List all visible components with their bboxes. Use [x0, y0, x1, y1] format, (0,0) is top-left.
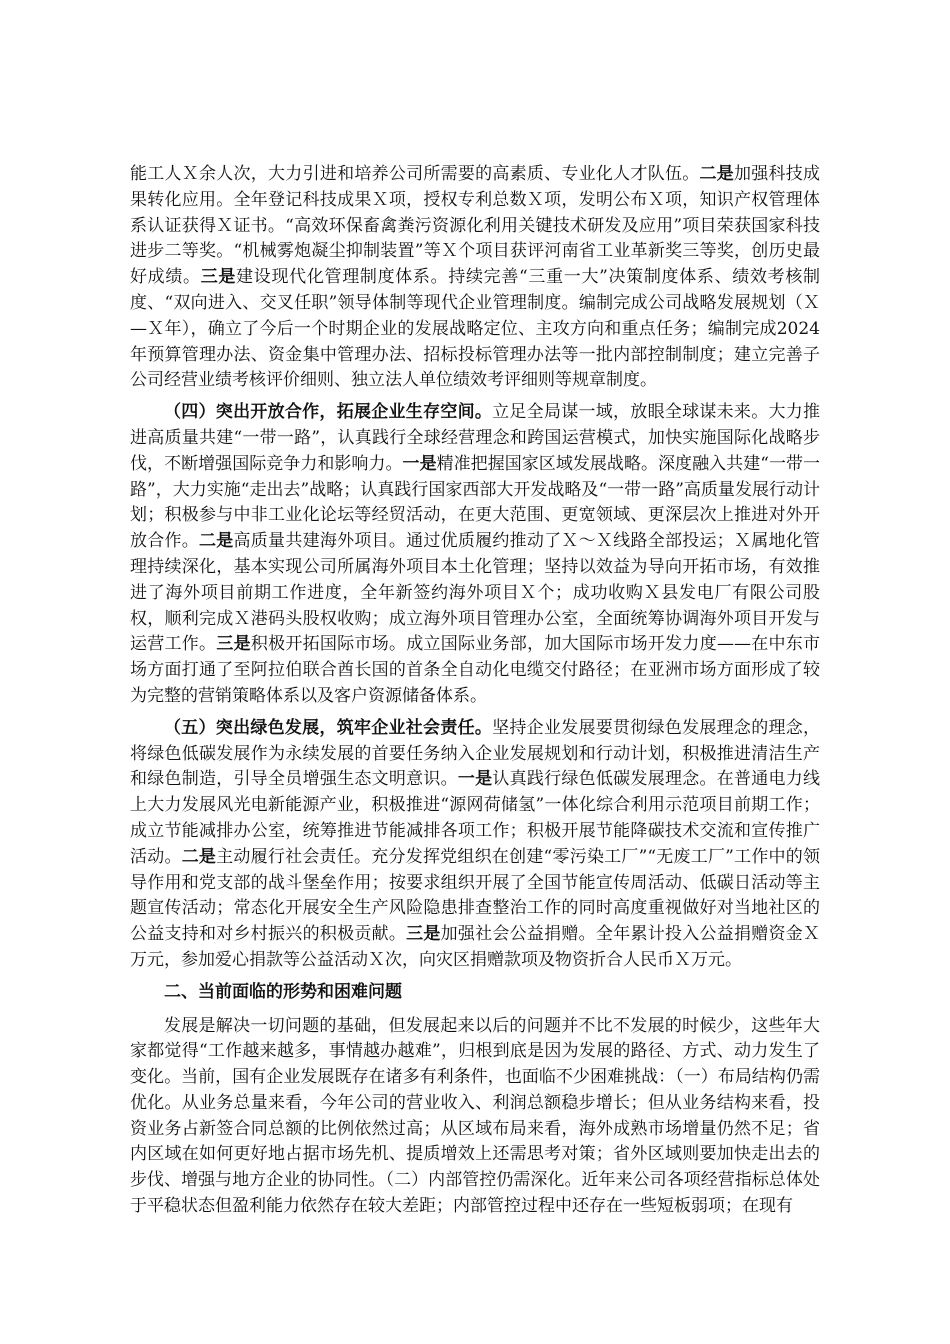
bold-marker: 一是 — [457, 769, 493, 790]
paragraph-open-cooperation — [130, 400, 820, 710]
paragraph-continuation — [130, 162, 820, 394]
text-run: 高质量共建海外项目。通过优质履约推动了Ｘ～Ｘ线路全部投运；Ｘ属地化管理持续深化，基本实现公司所属海外项目本土化管理；坚持以效益为导向开拓市场，有效推进了海外项目前期工作进度，全年新签约海外项目Ｘ个；成功收购Ｘ县发电厂有限公司股权，顺利完成Ｘ港码头股权收购；成立海外项目管理办公室，全面统筹协调海外项目开发与运营工作。 — [130, 531, 821, 655]
text-run: 立足全局谋一域，放眼全球谋未来。大力推进高质量共建“一带一路”，认真践行全球经营理念和跨国运营模式，加快实施国际化战略步伐，不断增强国际竞争力和影响力。 — [130, 402, 821, 474]
text-run: 精准把握国家区域发展战略。深度融入共建“一带一路”，大力实施“走出去”战略；认真践行国家西部大开发战略及“一带一路”高质量发展行动计划；积极参与中非工业化论坛等经贸活动，在更大范围、更宽领域、更深层次上推进对外开放合作。 — [130, 453, 821, 552]
chapter-heading-text: 二、当前面临的形势和困难问题 — [164, 981, 402, 1002]
text-run: 坚持企业发展要贯彻绿色发展理念的理念，将绿色低碳发展作为永续发展的首要任务纳入企业发展规划和行动计划，积极推进清洁生产和绿色制造，引导全员增强生态文明意识。 — [130, 717, 821, 790]
text-run: 积极开拓国际市场。成立国际业务部，加大国际市场开发力度——在中东市场方面打通了至阿拉伯联合酋长国的首条全自动化电缆交付路径；在亚洲市场方面形成了较为完整的营销策略体系以及客户资源储备体系。 — [130, 634, 821, 706]
text-run: 认真践行绿色低碳发展理念。在普通电力线上大力发展风光电新能源产业，积极推进“源网荷储氢”一体化综合利用示范项目前期工作；成立节能减排办公室，统筹推进节能减排各项工作；积极开展节能降碳技术交流和宣传推广活动。 — [130, 769, 821, 867]
bold-marker: 二是 — [181, 846, 217, 867]
text-run: 建设现代化管理制度体系。持续完善“三重一大”决策制度体系、绩效考核制度、“双向进入、交叉任职”领导体制等现代企业管理制度。编制完成公司战略发展规划（Ｘ—Ｘ年），确立了今后一个时期企业的发展战略定位、主攻方向和重点任务；编制完成2024年预算管理办法、资金集中管理办法、招标投标管理办法等一批内部控制制度；建立完善子公司经营业绩考核评价细则、独立法人单位绩效考评细则等规章制度。 — [130, 267, 821, 391]
paragraph-situation — [130, 1014, 820, 1220]
section-heading-4: （四）突出开放合作，拓展企业生存空间。 — [164, 402, 493, 423]
bold-marker: 三是 — [406, 924, 441, 945]
text-run: 能工人Ｘ余人次，大力引进和培养公司所需要的高素质、专业化人才队伍。 — [130, 164, 700, 184]
text-run: 发展是解决一切问题的基础，但发展起来以后的问题并不比不发展的时候少，这些年大家都觉得“工作越来越多，事情越办越难”，归根到底是因为发展的路径、方式、动力发生了变化。当前，国有企业发展既存在诸多有利条件，也面临不少困难挑战：（一）布局结构仍需优化。从业务总量来看，今年公司的营业收入、利润总额稳步增长；但从业务结构来看，投资业务占新签合同总额的比例依然过高；从区域布局来看，海外成熟市场增量仍然不足；省内区域在如何更好地占据市场先机、提质增效上还需思考对策；省外区域则要加快走出去的步伐、增强与地方企业的协同性。（二）内部管控仍需深化。近年来公司各项经营指标总体处于平稳状态但盈利能力依然存在较大差距；内部管控过程中还存在一些短板弱项；在现有 — [130, 1015, 820, 1217]
text-run: 主动履行社会责任。充分发挥党组织在创建“零污染工厂”“无废工厂”工作中的领导作用和党支部的战斗堡垒作用；按要求组织开展了全国节能宣传周活动、低碳日活动等主题宣传活动；常态化开展安全生产风险隐患排查整治工作的同时高度重视做好对当地社区的公益支持和对乡村振兴的积极贡献。 — [130, 846, 821, 945]
bold-marker: 三是 — [216, 634, 251, 655]
chapter-heading — [130, 980, 820, 1006]
section-heading-5: （五）突出绿色发展，筑牢企业社会责任。 — [164, 717, 493, 738]
text-run: 加强社会公益捐赠。全年累计投入公益捐赠资金Ｘ万元，参加爱心捐款等公益活动Ｘ次，向灾区捐赠款项及物资折合人民币Ｘ万元。 — [130, 924, 821, 970]
bold-marker: 二是 — [699, 164, 734, 184]
paragraph-green-development — [130, 716, 820, 974]
text-run: 加强科技成果转化应用。全年登记科技成果Ｘ项，授权专利总数Ｘ项，发明公布Ｘ项，知识产权管理体系认证获得Ｘ证书。“高效环保畜禽粪污资源化利用关键技术研发及应用”项目荣获国家科技进步二等奖。“机械雾炮凝尘抑制装置”等Ｘ个项目获评河南省工业革新奖三等奖，创历史最好成绩。 — [130, 164, 821, 288]
document-page — [130, 162, 820, 1226]
bold-marker: 二是 — [199, 531, 234, 552]
bold-marker: 一是 — [402, 453, 437, 474]
bold-marker: 三是 — [200, 267, 237, 288]
